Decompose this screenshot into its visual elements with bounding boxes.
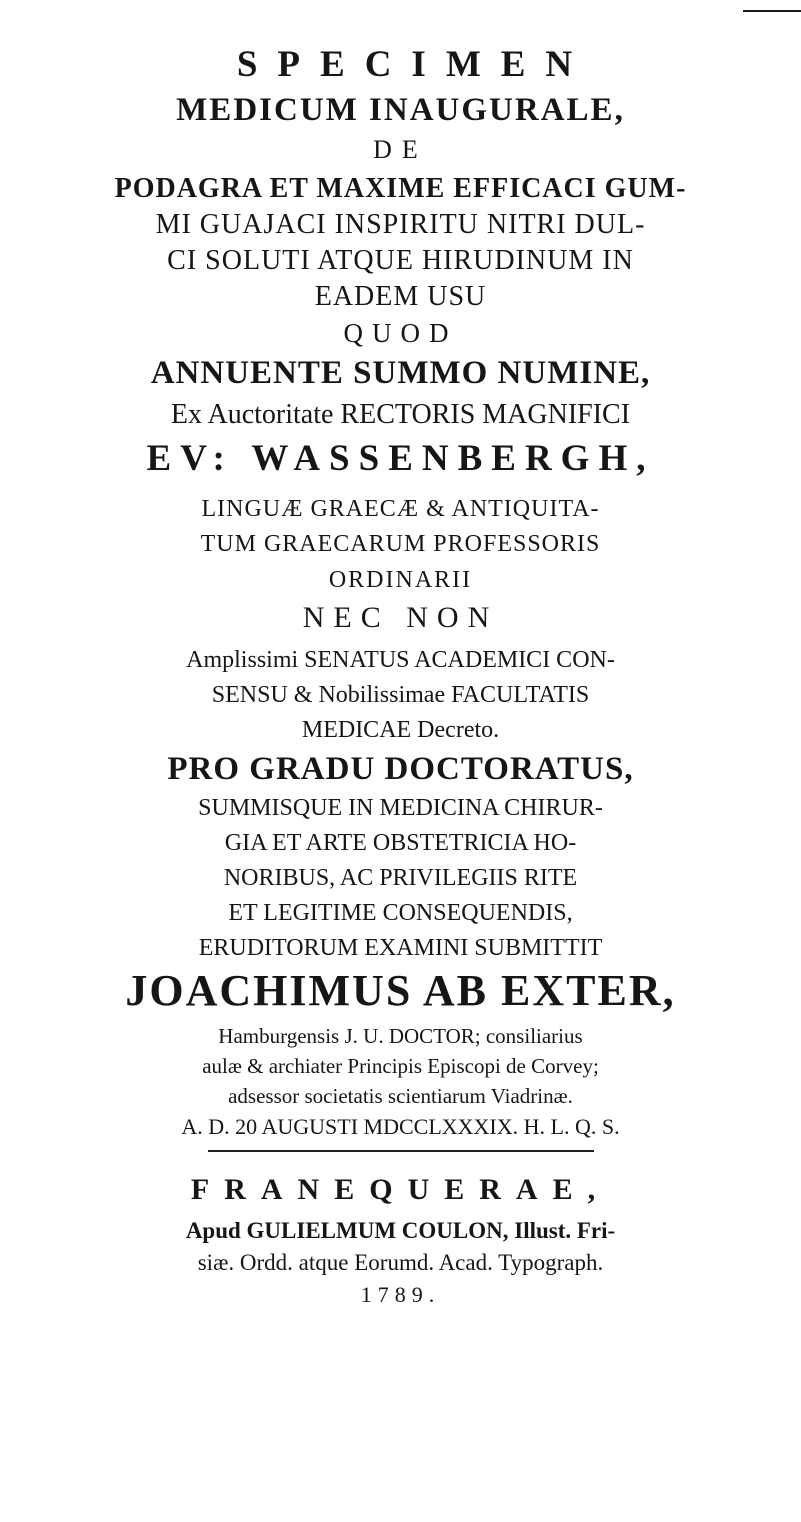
subject-line-3: CI SOLUTI ATQUE HIRUDINUM IN [167, 245, 634, 276]
quod-line: QUOD [343, 318, 458, 348]
author-name: JOACHIMUS AB EXTER, [125, 966, 676, 1015]
nec-non-line: NEC NON [302, 601, 499, 634]
author-title-3: adsessor societatis scientiarum Viadrinæ. [228, 1084, 573, 1108]
auctoritate-line: Ex Auctoritate RECTORIS MAGNIFICI [170, 399, 631, 430]
senatus-line-2: SENSU & Nobilissimae FACULTATIS [211, 682, 590, 708]
honores-line-3: NORIBUS, AC PRIVILEGIIS RITE [223, 865, 578, 891]
specimen-heading: SPECIMEN [236, 44, 593, 85]
printer-line-1: Apud GULIELMUM COULON, Illust. Fri- [185, 1218, 616, 1243]
pro-gradu-line: PRO GRADU DOCTORATUS, [167, 751, 634, 787]
subject-line-4: EADEM USU [314, 281, 487, 312]
annuente-line: ANNUENTE SUMMO NUMINE, [150, 355, 651, 391]
honores-line-1: SUMMISQUE IN MEDICINA CHIRUR- [198, 795, 603, 821]
medicum-inaugurale: MEDICUM INAUGURALE, [176, 92, 625, 128]
de-line: DE [373, 135, 428, 164]
subject-line-1: PODAGRA ET MAXIME EFFICACI GUM- [114, 173, 687, 204]
rector-title-3: ORDINARII [328, 567, 473, 593]
honores-line-4: ET LEGITIME CONSEQUENDIS, [228, 900, 573, 926]
subject-line-2: MI GUAJACI INSPIRITU NITRI DUL- [155, 209, 646, 240]
place-of-publication: FRANEQUERAE, [190, 1173, 611, 1206]
defense-date: A. D. 20 AUGUSTI MDCCLXXXIX. H. L. Q. S. [181, 1114, 620, 1139]
author-title-1: Hamburgensis J. U. DOCTOR; consiliarius [218, 1024, 583, 1048]
rector-name: EV: WASSENBERGH, [146, 438, 655, 479]
rector-title-1: LINGUÆ GRAECÆ & ANTIQUITA- [201, 496, 600, 522]
senatus-line-3: MEDICAE Decreto. [301, 717, 500, 743]
honores-line-2: GIA ET ARTE OBSTETRICIA HO- [224, 830, 577, 856]
author-title-2: aulæ & archiater Principis Episcopi de Corvey; [202, 1054, 599, 1078]
publication-year: 1789. [360, 1282, 441, 1307]
printer-line-2: siæ. Ordd. atque Eorumd. Acad. Typograph. [197, 1250, 604, 1275]
senatus-line-1: Amplissimi SENATUS ACADEMICI CON- [186, 647, 615, 673]
horizontal-rule [208, 1150, 594, 1152]
corner-mark [743, 10, 801, 12]
submittit-line: ERUDITORUM EXAMINI SUBMITTIT [198, 935, 603, 961]
rector-title-2: TUM GRAECARUM PROFESSORIS [200, 531, 601, 557]
